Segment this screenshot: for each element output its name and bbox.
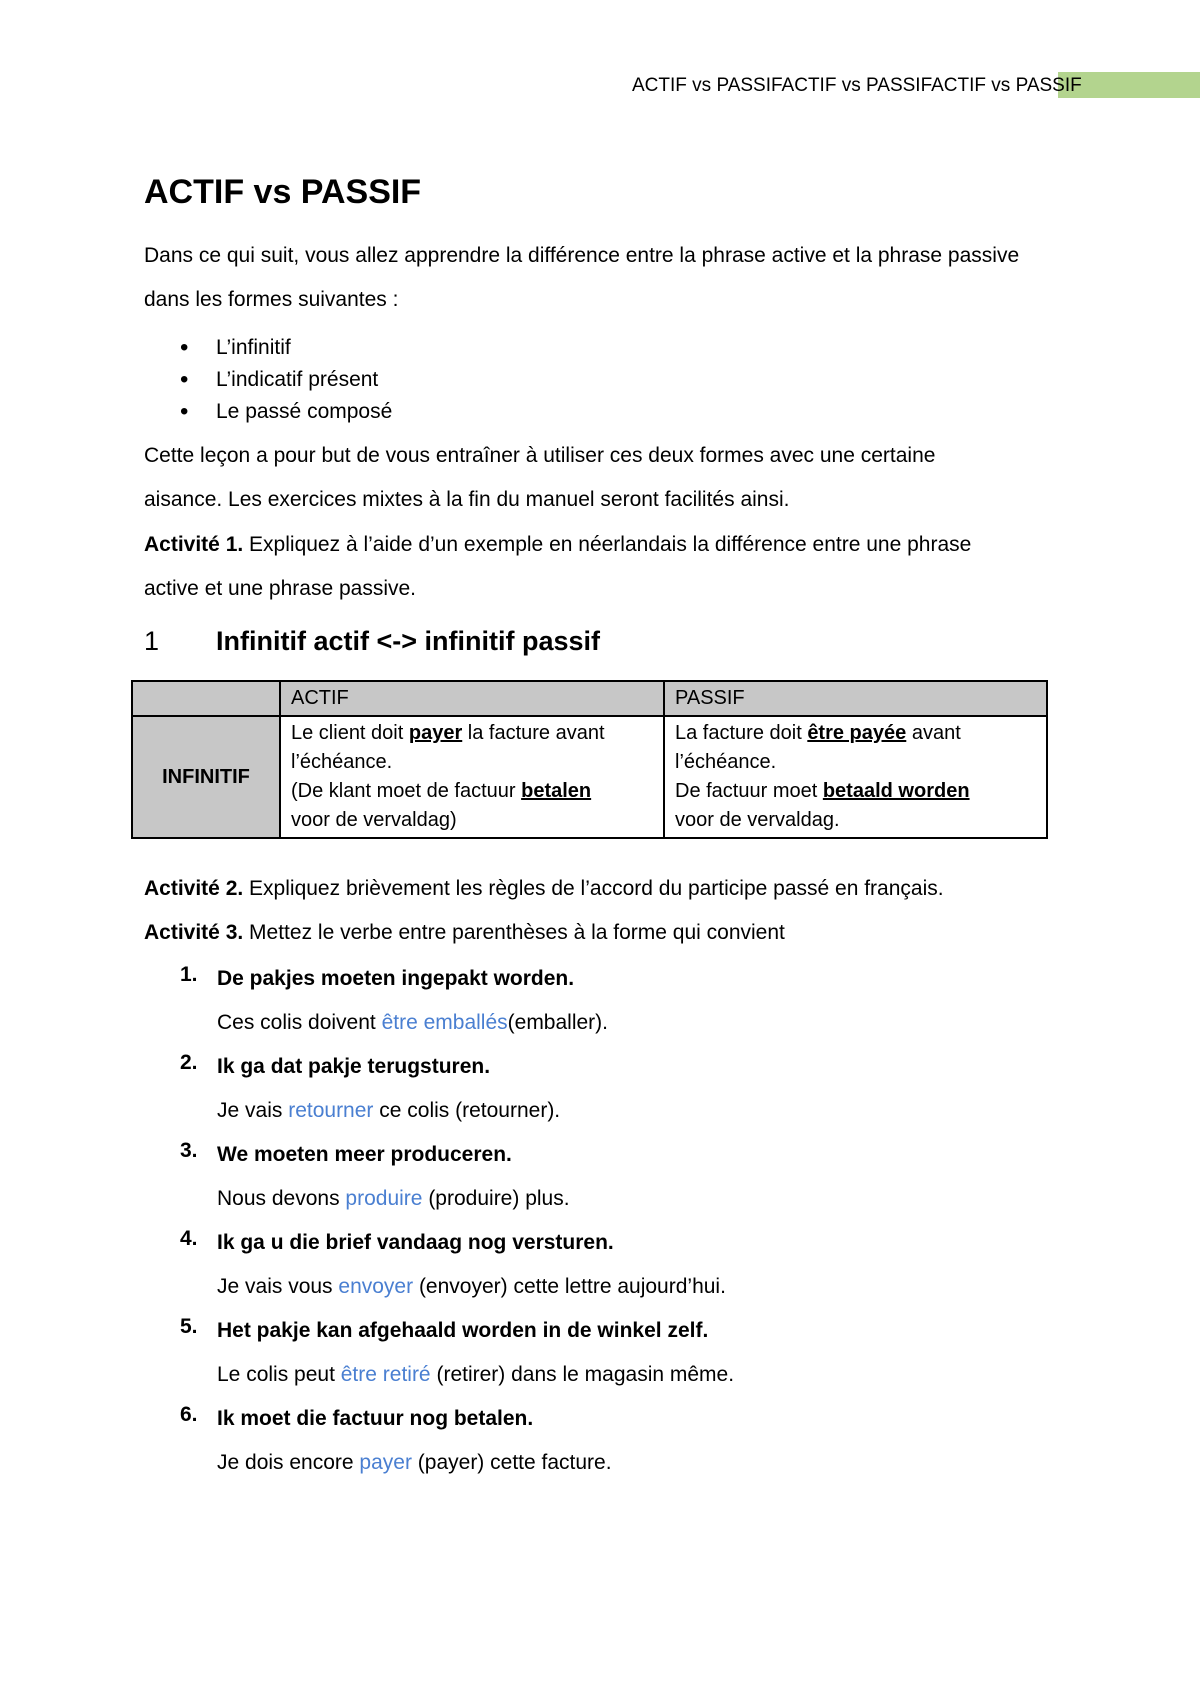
table-corner-cell [132, 681, 280, 716]
answer-highlight: être retiré [340, 1363, 431, 1386]
list-item: • Le passé composé [180, 396, 392, 428]
exercise-question: Ik ga u die brief vandaag nog versturen. [217, 1231, 614, 1254]
exercise-question: Het pakje kan afgehaald worden in de winkel zelf. [217, 1319, 709, 1342]
list-item [180, 1051, 734, 1139]
activity-1-text: Expliquez à l’aide d’un exemple en néerlandais la différence entre une phrase [243, 533, 972, 556]
answer-text: (produire) plus. [422, 1187, 570, 1210]
underlined-verb: payer [408, 722, 463, 744]
document-title: ACTIF vs PASSIF [144, 173, 422, 211]
answer-highlight: envoyer [338, 1275, 414, 1298]
activity-1 [144, 533, 971, 557]
infinitive-table [131, 680, 1048, 839]
answer-text: Je vais [217, 1099, 289, 1122]
cell-passif [664, 716, 1047, 838]
exercise-question: Ik moet die factuur nog betalen. [217, 1407, 534, 1430]
exercise-list [180, 963, 734, 1491]
exercise-number: 4. [180, 1227, 198, 1250]
intro-line-4: aisance. Les exercices mixtes à la fin du manuel seront facilités ainsi. [144, 488, 790, 511]
answer-highlight: payer [359, 1451, 412, 1474]
section-title: Infinitif actif <-> infinitif passif [216, 626, 601, 656]
exercise-number: 2. [180, 1051, 198, 1074]
cell-text: La facture doit [675, 722, 808, 744]
intro-line-3: Cette leçon a pour but de vous entraîner à utiliser ces deux formes avec une certaine [144, 444, 936, 467]
activity-1-line-2: active et une phrase passive. [144, 577, 416, 600]
cell-text: (De klant moet de factuur [291, 780, 522, 802]
cell-text: voor de vervaldag. [675, 809, 840, 831]
exercise-answer [217, 1359, 734, 1403]
answer-text: (envoyer) cette lettre aujourd’hui. [413, 1275, 726, 1298]
underlined-verb: betalen [521, 780, 592, 802]
cell-text: la facture avant [462, 722, 605, 744]
answer-text: (retirer) dans le magasin même. [430, 1363, 735, 1386]
activity-3 [144, 921, 785, 945]
activity-2-label: Activité 2. [144, 877, 244, 900]
list-item: • L’indicatif présent [180, 364, 392, 396]
exercise-number: 6. [180, 1403, 198, 1426]
exercise-number: 1. [180, 963, 198, 986]
exercise-answer [217, 1183, 734, 1227]
column-header-actif: ACTIF [280, 681, 664, 716]
cell-text: voor de vervaldag) [291, 809, 457, 831]
underlined-verb: betaald worden [822, 780, 970, 802]
underlined-verb: être payée [807, 722, 907, 744]
answer-text: Le colis peut [217, 1363, 341, 1386]
answer-text: Je dois encore [217, 1451, 360, 1474]
section-heading [144, 626, 600, 657]
cell-text: De factuur moet [675, 780, 823, 802]
activity-1-label: Activité 1. [144, 533, 244, 556]
activity-3-text: Mettez le verbe entre parenthèses à la forme qui convient [243, 921, 785, 944]
cell-text: avant [906, 722, 961, 744]
answer-text: (emballer). [507, 1011, 608, 1034]
exercise-answer [217, 1447, 734, 1491]
exercise-question: De pakjes moeten ingepakt worden. [217, 967, 575, 990]
exercise-number: 5. [180, 1315, 198, 1338]
answer-highlight: produire [345, 1187, 423, 1210]
answer-highlight: être emballés [381, 1011, 508, 1034]
answer-text: Je vais vous [217, 1275, 339, 1298]
exercise-question: We moeten meer produceren. [217, 1143, 512, 1166]
list-item [180, 963, 734, 1051]
answer-text: (payer) cette facture. [411, 1451, 612, 1474]
answer-highlight: retourner [288, 1099, 374, 1122]
exercise-answer [217, 1271, 734, 1315]
exercise-number: 3. [180, 1139, 198, 1162]
forms-bullet-list [180, 332, 392, 428]
list-item [180, 1227, 734, 1315]
activity-3-label: Activité 3. [144, 921, 244, 944]
answer-text: Ces colis doivent [217, 1011, 382, 1034]
activity-2 [144, 877, 944, 901]
cell-actif [280, 716, 664, 838]
list-item [180, 1139, 734, 1227]
exercise-answer [217, 1007, 734, 1051]
cell-text: l’échéance. [291, 751, 393, 773]
exercise-question: Ik ga dat pakje terugsturen. [217, 1055, 491, 1078]
cell-text: Le client doit [291, 722, 409, 744]
list-item [180, 1403, 734, 1491]
column-header-passif: PASSIF [664, 681, 1047, 716]
list-item: • L’infinitif [180, 332, 392, 364]
table-header-row [132, 681, 1047, 716]
section-number: 1 [144, 626, 160, 656]
activity-2-text: Expliquez brièvement les règles de l’accord du participe passé en français. [243, 877, 944, 900]
exercise-answer [217, 1095, 734, 1139]
table-row [132, 716, 1047, 838]
cell-text: l’échéance. [675, 751, 777, 773]
intro-line-1: Dans ce qui suit, vous allez apprendre la différence entre la phrase active et la phrase passive [144, 244, 1020, 267]
intro-line-2: dans les formes suivantes : [144, 288, 399, 311]
row-header-infinitif: INFINITIF [132, 716, 280, 838]
answer-text: ce colis (retourner). [373, 1099, 561, 1122]
running-header: ACTIF vs PASSIFACTIF vs PASSIFACTIF vs PASSIF [632, 75, 1082, 96]
answer-text: Nous devons [217, 1187, 346, 1210]
list-item [180, 1315, 734, 1403]
